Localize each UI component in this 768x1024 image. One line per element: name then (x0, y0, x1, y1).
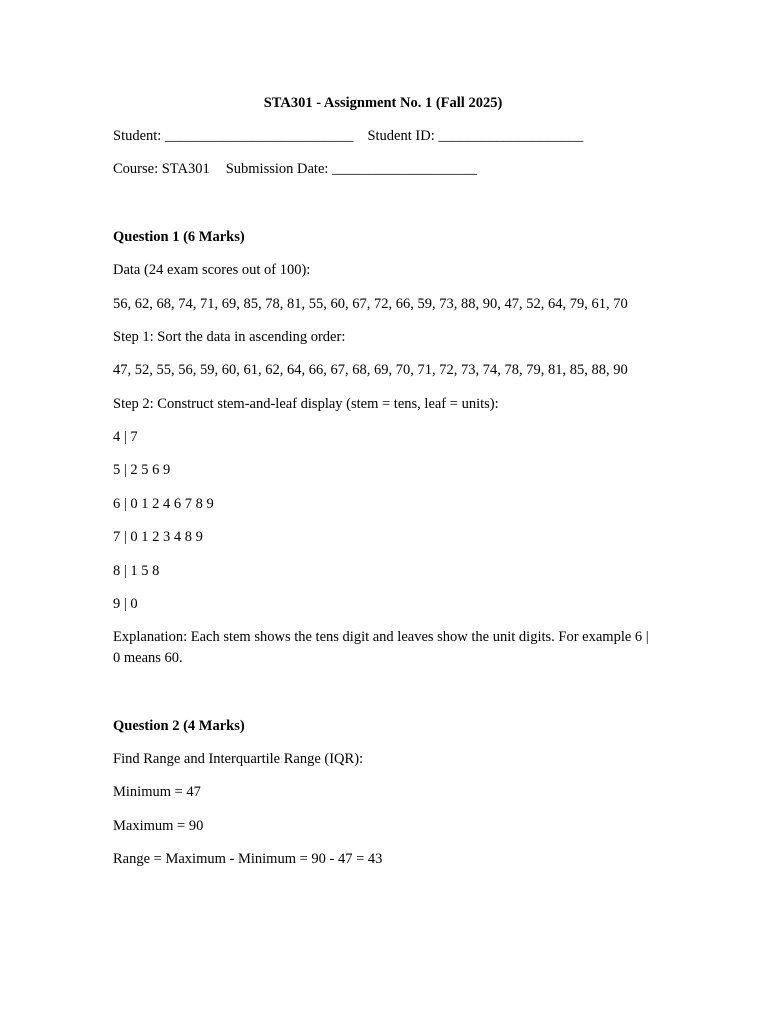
document-title: STA301 - Assignment No. 1 (Fall 2025) (263, 95, 503, 111)
student-id-field: Student ID: ____________________ (367, 128, 584, 144)
q1-step-2: Step 2: Construct stem-and-leaf display (stem = tens, leaf = units): (113, 396, 499, 412)
q2-minimum: Minimum = 47 (113, 784, 201, 800)
q1-data-values: 56, 62, 68, 74, 71, 69, 85, 78, 81, 55, 60, 67, 72, 66, 59, 73, 88, 90, 47, 52, 64, 79, 61, 70 (113, 296, 628, 312)
course-field: Course: STA301 (113, 161, 210, 177)
stem-row: 8 | 1 5 8 (113, 563, 160, 579)
q2-intro: Find Range and Interquartile Range (IQR): (113, 751, 364, 767)
submission-date-field: Submission Date: ____________________ (225, 161, 478, 177)
q2-range: Range = Maximum - Minimum = 90 - 47 = 43 (113, 851, 383, 867)
q1-sorted-values: 47, 52, 55, 56, 59, 60, 61, 62, 64, 66, 67, 68, 69, 70, 71, 72, 73, 74, 78, 79, 81, 85, 88, 90 (113, 362, 628, 378)
stem-row: 7 | 0 1 2 3 4 8 9 (113, 529, 203, 545)
q1-explanation: Explanation: Each stem shows the tens digit and leaves show the unit digits. For example 6 | 0 means 60. (113, 629, 649, 666)
student-line (113, 127, 583, 145)
stem-row: 4 | 7 (113, 429, 138, 445)
q1-step-1: Step 1: Sort the data in ascending order: (113, 329, 346, 345)
student-field: Student: __________________________ (113, 128, 354, 144)
stem-row: 9 | 0 (113, 596, 138, 612)
q2-maximum: Maximum = 90 (113, 818, 204, 834)
q1-data-label: Data (24 exam scores out of 100): (113, 262, 311, 278)
stem-row: 6 | 0 1 2 4 6 7 8 9 (113, 496, 214, 512)
course-line (113, 160, 477, 178)
question-2-heading: Question 2 (4 Marks) (113, 718, 245, 734)
question-1-heading: Question 1 (6 Marks) (113, 229, 245, 245)
stem-row: 5 | 2 5 6 9 (113, 462, 171, 478)
